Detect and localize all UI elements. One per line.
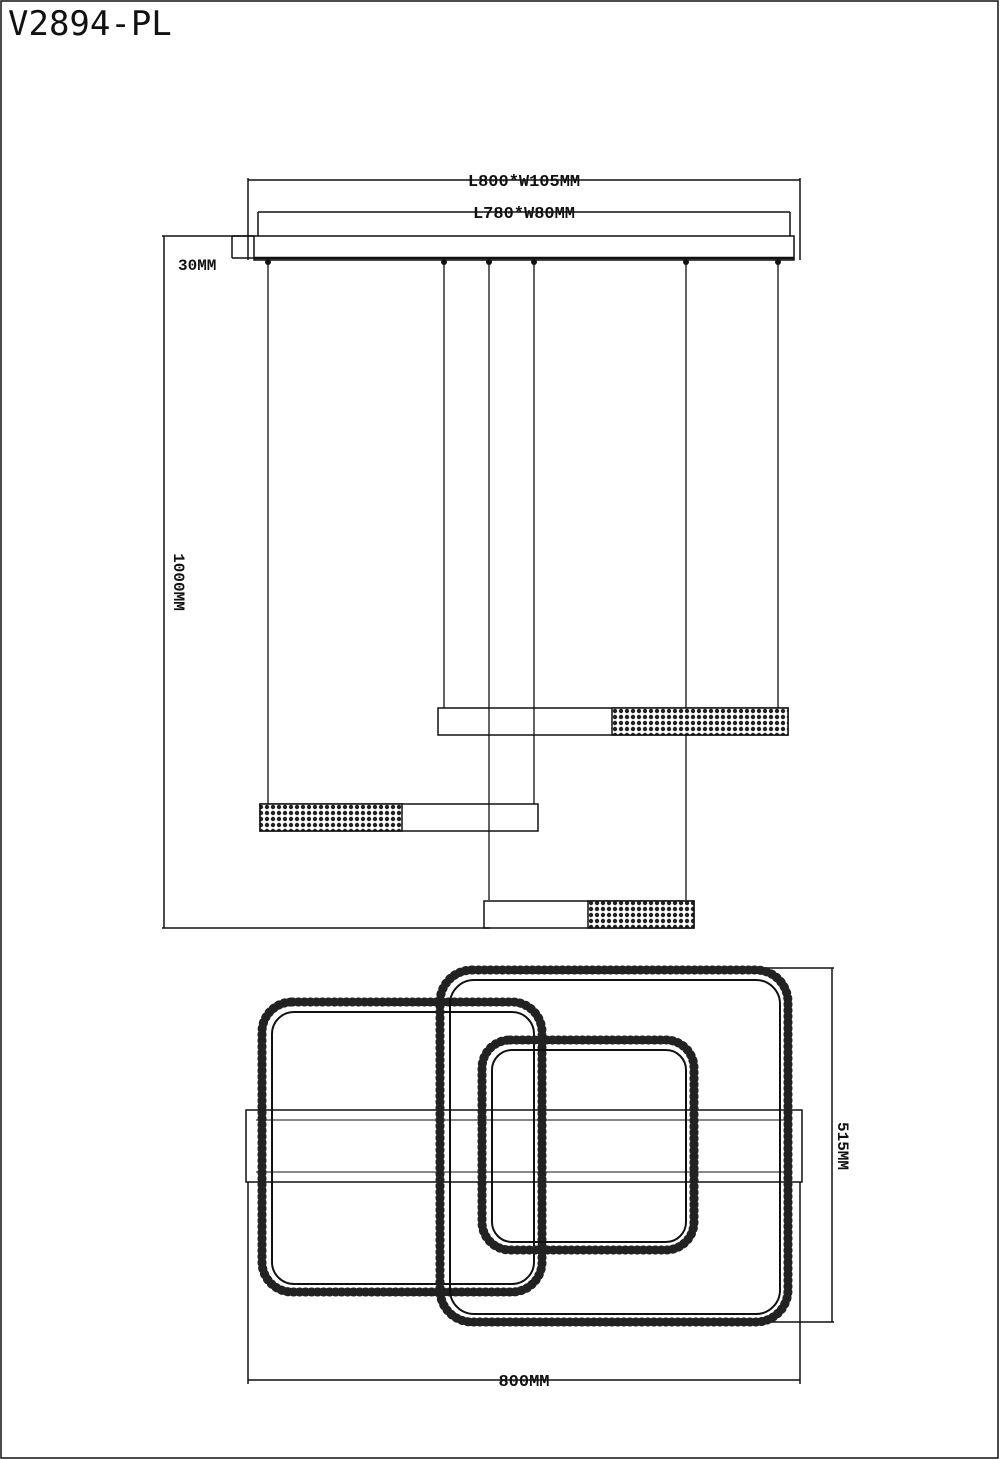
upper-ring-side [438,708,788,735]
lower-ring-side [484,901,694,928]
canopy-inner-label: L780*W80MM [472,205,576,224]
model-code: V2894-PL [8,4,172,44]
small-ring-top [482,1040,694,1250]
canopy [254,236,794,260]
canopy-top [246,1110,802,1182]
middle-ring-side [260,804,538,831]
top-view [246,968,834,1384]
side-view [162,178,800,928]
width-label: 800MM [498,1373,550,1392]
canopy-height-label: 30MM [178,257,217,275]
depth-label: 515MM [833,1121,851,1171]
drop-height-label: 1000MM [169,553,187,611]
canopy-outer-label: L800*W105MM [467,173,581,192]
canopy-height-dimension [232,236,254,258]
